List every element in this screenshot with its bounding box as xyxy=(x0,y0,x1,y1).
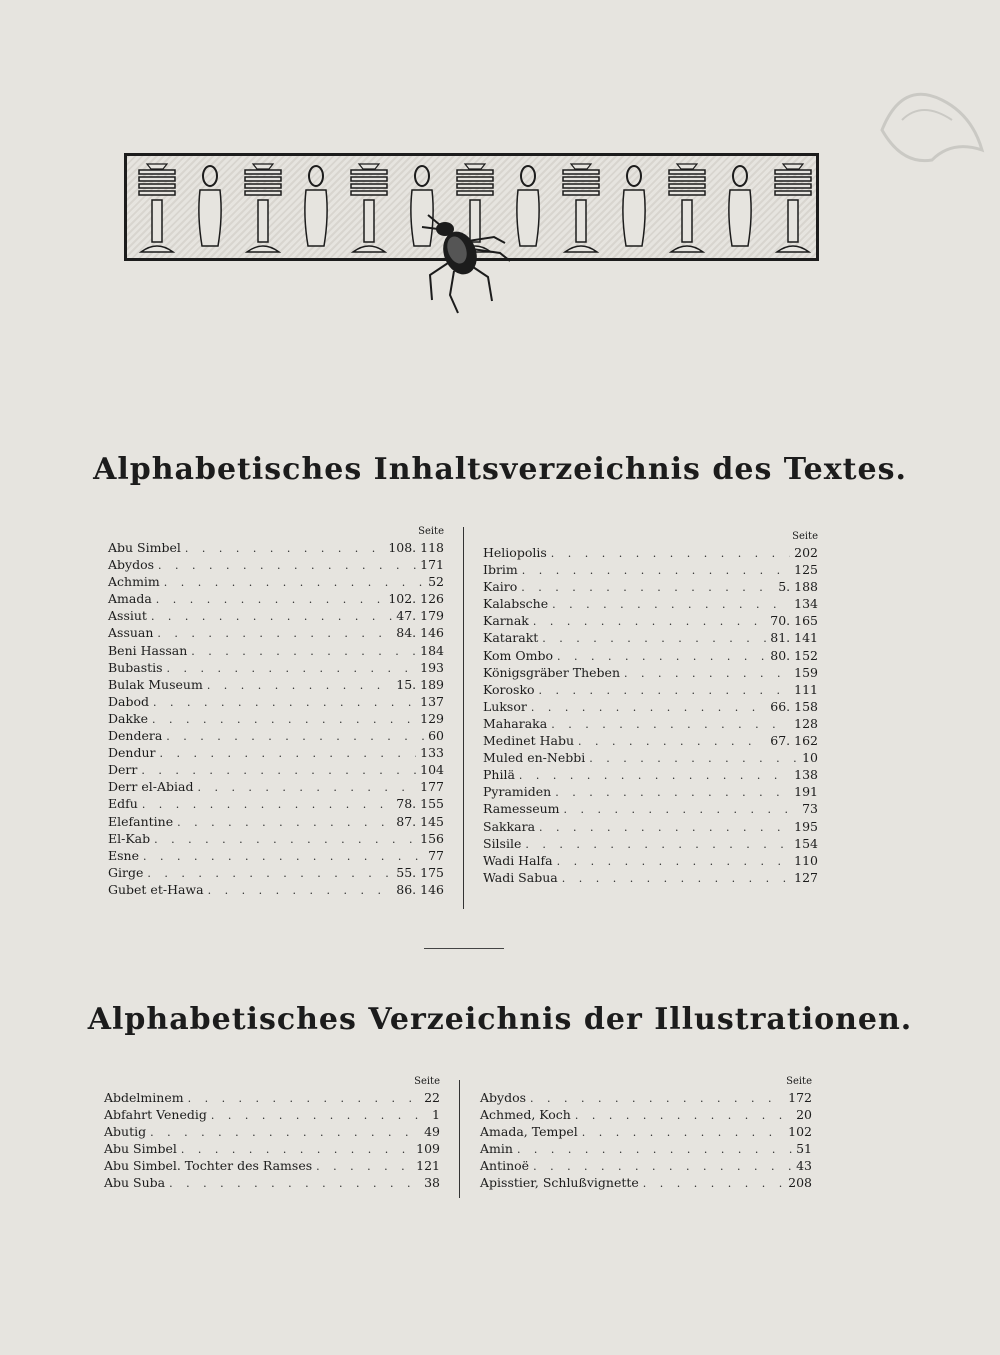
index-entry xyxy=(483,749,818,766)
entry-page-number: 191 xyxy=(794,784,818,800)
index-entry xyxy=(104,1140,440,1157)
entry-name: Abu Simbel xyxy=(104,1141,177,1157)
leader-dots xyxy=(578,733,766,750)
entry-name: Dabod xyxy=(108,693,150,709)
index-entry xyxy=(108,693,444,710)
entry-name: Abydos xyxy=(480,1090,527,1105)
entry-page-number: 47. 179 xyxy=(396,608,444,624)
section-divider xyxy=(424,948,504,949)
entry-page-number: 121 xyxy=(416,1158,440,1174)
leader-dots xyxy=(551,716,790,733)
entry-name: Apisstier, Schlußvignette xyxy=(480,1175,639,1191)
entry-name: El-Kab xyxy=(108,830,151,846)
index-entry xyxy=(480,1089,812,1106)
index-entry xyxy=(483,664,818,681)
entry-name: Girge xyxy=(108,864,144,880)
leader-dots xyxy=(143,848,424,865)
leader-dots xyxy=(152,711,416,728)
leader-dots xyxy=(525,836,790,853)
entry-name: Ibrim xyxy=(483,562,518,578)
index-entry xyxy=(483,681,818,698)
leader-dots xyxy=(551,545,790,562)
leader-dots xyxy=(142,796,392,813)
entry-name: Amada xyxy=(108,591,152,607)
entry-page-number: 87. 145 xyxy=(396,813,444,829)
index-entry xyxy=(483,647,818,664)
entry-name: Amada, Tempel xyxy=(480,1124,578,1140)
leader-dots xyxy=(564,801,799,818)
entry-name: Wadi Sabua xyxy=(483,869,558,885)
entry-name: Dendera xyxy=(108,728,163,744)
leader-dots xyxy=(531,699,766,716)
leader-dots xyxy=(169,1175,420,1192)
entry-name: Edfu xyxy=(108,796,138,812)
entry-name: Wadi Halfa xyxy=(483,852,553,868)
entry-page-number: 73 xyxy=(802,801,818,817)
index-entry xyxy=(483,698,818,715)
leader-dots xyxy=(582,1124,784,1141)
index-entry xyxy=(108,539,444,556)
entry-page-number: 20 xyxy=(796,1107,812,1123)
index-entry xyxy=(483,869,818,886)
entry-page-number: 67. 162 xyxy=(770,733,818,749)
entry-page-number: 102. 126 xyxy=(388,591,444,607)
entry-name: Dendur xyxy=(108,745,156,761)
entry-page-number: 66. 158 xyxy=(770,698,818,714)
entry-page-number: 43 xyxy=(796,1158,812,1174)
entry-name: Abu Simbel. Tochter des Ramses xyxy=(104,1158,313,1174)
index-entry xyxy=(108,813,444,830)
entry-name: Abu Simbel xyxy=(108,540,181,555)
entry-name: Maharaka xyxy=(483,715,548,731)
entry-name: Abydos xyxy=(108,557,155,573)
entry-page-number: 104 xyxy=(420,762,444,778)
entry-name: Kalabsche xyxy=(483,596,549,612)
entry-name: Derr xyxy=(108,762,138,778)
entry-page-number: 109 xyxy=(416,1141,440,1157)
entry-page-number: 111 xyxy=(794,681,818,697)
entry-page-number: 102 xyxy=(788,1124,812,1140)
leader-dots xyxy=(158,557,416,574)
index-entry xyxy=(108,659,444,676)
leader-dots xyxy=(517,1141,792,1158)
entry-page-number: 77 xyxy=(428,847,444,863)
leader-dots xyxy=(211,1107,428,1124)
text-index-title: Alphabetisches Inhaltsverzeichnis des Textes. xyxy=(93,452,907,487)
entry-page-number: 38 xyxy=(424,1175,440,1191)
index-entry xyxy=(104,1123,440,1140)
leader-dots xyxy=(522,562,790,579)
index-entry xyxy=(108,761,444,778)
entry-name: Beni Hassan xyxy=(108,642,188,658)
leader-dots xyxy=(157,625,392,642)
leader-dots xyxy=(555,784,790,801)
index-entry xyxy=(483,629,818,646)
entry-name: Abfahrt Venedig xyxy=(104,1107,207,1123)
index-entry xyxy=(108,710,444,727)
index-entry xyxy=(483,561,818,578)
entry-name: Korosko xyxy=(483,681,535,697)
seite-label: Seite xyxy=(792,531,818,542)
index-entry xyxy=(108,727,444,744)
index-entry xyxy=(480,1174,812,1191)
entry-page-number: 184 xyxy=(420,642,444,658)
entry-page-number: 81. 141 xyxy=(770,630,818,646)
leader-dots xyxy=(208,882,393,899)
entry-name: Amin xyxy=(480,1141,513,1157)
entry-name: Luksor xyxy=(483,698,527,714)
index-entry xyxy=(108,624,444,641)
index-entry xyxy=(483,578,818,595)
leader-dots xyxy=(151,608,392,625)
entry-page-number: 177 xyxy=(420,779,444,795)
entry-page-number: 60 xyxy=(428,728,444,744)
index-entry xyxy=(108,864,444,881)
leader-dots xyxy=(557,648,766,665)
index-entry xyxy=(104,1089,440,1106)
leader-dots xyxy=(643,1175,784,1192)
entry-name: Silsile xyxy=(483,835,522,851)
entry-name: Königsgräber Theben xyxy=(483,664,621,680)
index-entry xyxy=(480,1157,812,1174)
entry-name: Abutig xyxy=(104,1124,147,1140)
leader-dots xyxy=(521,579,774,596)
entry-page-number: 22 xyxy=(424,1090,440,1105)
leader-dots xyxy=(557,853,791,870)
entry-name: Kom Ombo xyxy=(483,647,553,663)
index-entry xyxy=(108,881,444,898)
entry-page-number: 208 xyxy=(788,1175,812,1191)
leader-dots xyxy=(589,750,798,767)
leader-dots xyxy=(539,682,791,699)
entry-page-number: 51 xyxy=(796,1141,812,1157)
leader-dots xyxy=(185,540,384,557)
index-entry xyxy=(108,590,444,607)
index-entry xyxy=(483,783,818,800)
entry-page-number: 80. 152 xyxy=(770,647,818,663)
entry-name: Heliopolis xyxy=(483,545,547,560)
entry-page-number: 128 xyxy=(794,715,818,731)
index-entry xyxy=(108,830,444,847)
index-entry xyxy=(104,1174,440,1191)
leader-dots xyxy=(167,660,417,677)
index-entry xyxy=(483,835,818,852)
leader-dots xyxy=(153,694,416,711)
index-entry xyxy=(483,800,818,817)
entry-name: Elefantine xyxy=(108,813,174,829)
index-entry xyxy=(480,1140,812,1157)
entry-name: Philä xyxy=(483,767,515,783)
text-index-left-column xyxy=(108,525,444,898)
leader-dots xyxy=(207,677,392,694)
entry-page-number: 172 xyxy=(788,1090,812,1105)
entry-name: Katarakt xyxy=(483,630,539,646)
leader-dots xyxy=(533,1158,792,1175)
entry-page-number: 134 xyxy=(794,596,818,612)
entry-name: Medinet Habu xyxy=(483,733,575,749)
leader-dots xyxy=(191,643,416,660)
leader-dots xyxy=(166,728,424,745)
entry-page-number: 138 xyxy=(794,767,818,783)
leader-dots xyxy=(164,574,424,591)
leader-dots xyxy=(150,1124,420,1141)
leader-dots xyxy=(575,1107,792,1124)
entry-page-number: 156 xyxy=(420,830,444,846)
leader-dots xyxy=(197,779,416,796)
leader-dots xyxy=(533,613,766,630)
leader-dots xyxy=(147,865,392,882)
index-entry xyxy=(480,1106,812,1123)
index-entry xyxy=(483,732,818,749)
entry-page-number: 125 xyxy=(794,562,818,578)
index-entry xyxy=(108,642,444,659)
entry-page-number: 133 xyxy=(420,745,444,761)
column-divider xyxy=(459,1080,460,1198)
entry-name: Ramesseum xyxy=(483,801,560,817)
entry-name: Assuan xyxy=(108,625,154,641)
entry-name: Esne xyxy=(108,847,139,863)
index-entry xyxy=(483,715,818,732)
index-entry xyxy=(108,744,444,761)
leader-dots xyxy=(539,819,790,836)
leader-dots xyxy=(160,745,417,762)
entry-name: Kairo xyxy=(483,579,518,595)
leader-dots xyxy=(542,630,766,647)
leader-dots xyxy=(552,596,790,613)
entry-name: Dakke xyxy=(108,710,149,726)
index-entry xyxy=(108,778,444,795)
entry-name: Muled en-Nebbi xyxy=(483,750,586,766)
entry-name: Achmed, Koch xyxy=(480,1107,571,1123)
index-entry xyxy=(104,1106,440,1123)
leader-dots xyxy=(154,831,416,848)
entry-page-number: 15. 189 xyxy=(396,676,444,692)
entry-page-number: 5. 188 xyxy=(778,579,818,595)
entry-page-number: 10 xyxy=(802,750,818,766)
entry-page-number: 84. 146 xyxy=(396,625,444,641)
entry-page-number: 193 xyxy=(420,659,444,675)
entry-name: Pyramiden xyxy=(483,784,552,800)
index-entry xyxy=(108,556,444,573)
leader-dots xyxy=(141,762,416,779)
scarab-beetle-illustration xyxy=(410,205,520,315)
leader-dots xyxy=(624,665,790,682)
index-entry xyxy=(483,612,818,629)
entry-name: Abdelminem xyxy=(104,1090,184,1105)
leader-dots xyxy=(530,1090,784,1107)
leader-dots xyxy=(177,814,392,831)
leader-dots xyxy=(156,591,385,608)
entry-page-number: 1 xyxy=(432,1107,440,1123)
entry-name: Karnak xyxy=(483,613,529,629)
leader-dots xyxy=(519,767,790,784)
seite-label: Seite xyxy=(414,1076,440,1087)
entry-name: Sakkara xyxy=(483,818,536,834)
entry-page-number: 55. 175 xyxy=(396,864,444,880)
bleed-through-ornament xyxy=(862,70,992,170)
leader-dots xyxy=(188,1090,421,1107)
entry-page-number: 110 xyxy=(794,852,818,868)
entry-page-number: 127 xyxy=(794,869,818,885)
entry-name: Antinoë xyxy=(480,1158,530,1174)
index-entry xyxy=(108,847,444,864)
entry-page-number: 202 xyxy=(794,545,818,560)
illustration-index-right-column xyxy=(480,1075,812,1192)
entry-page-number: 49 xyxy=(424,1124,440,1140)
index-entry xyxy=(108,607,444,624)
entry-page-number: 78. 155 xyxy=(396,796,444,812)
seite-label: Seite xyxy=(786,1076,812,1087)
entry-name: Derr el-Abiad xyxy=(108,779,194,795)
index-entry xyxy=(480,1123,812,1140)
entry-page-number: 154 xyxy=(794,835,818,851)
seite-label: Seite xyxy=(418,526,444,537)
entry-name: Assiut xyxy=(108,608,147,624)
leader-dots xyxy=(562,870,790,887)
index-entry xyxy=(483,544,818,561)
illustration-index-left-column xyxy=(104,1075,440,1192)
column-divider xyxy=(463,527,464,909)
leader-dots xyxy=(316,1158,412,1175)
entry-page-number: 159 xyxy=(794,664,818,680)
entry-page-number: 86. 146 xyxy=(396,881,444,897)
entry-name: Bubastis xyxy=(108,659,163,675)
index-entry xyxy=(108,573,444,590)
entry-page-number: 52 xyxy=(428,574,444,590)
index-entry xyxy=(108,795,444,812)
index-entry xyxy=(483,818,818,835)
entry-page-number: 129 xyxy=(420,710,444,726)
entry-page-number: 195 xyxy=(794,818,818,834)
entry-name: Achmim xyxy=(108,574,160,590)
index-entry xyxy=(483,852,818,869)
entry-page-number: 70. 165 xyxy=(770,613,818,629)
illustration-index-title: Alphabetisches Verzeichnis der Illustrationen. xyxy=(87,1002,913,1037)
entry-page-number: 137 xyxy=(420,693,444,709)
text-index-right-column xyxy=(483,530,818,886)
entry-page-number: 171 xyxy=(420,557,444,573)
entry-name: Abu Suba xyxy=(104,1175,166,1191)
index-entry xyxy=(483,595,818,612)
index-entry xyxy=(483,766,818,783)
index-entry xyxy=(108,676,444,693)
index-entry xyxy=(104,1157,440,1174)
entry-name: Gubet et-Hawa xyxy=(108,881,204,897)
entry-page-number: 108. 118 xyxy=(388,540,444,555)
leader-dots xyxy=(181,1141,412,1158)
entry-name: Bulak Museum xyxy=(108,676,203,692)
